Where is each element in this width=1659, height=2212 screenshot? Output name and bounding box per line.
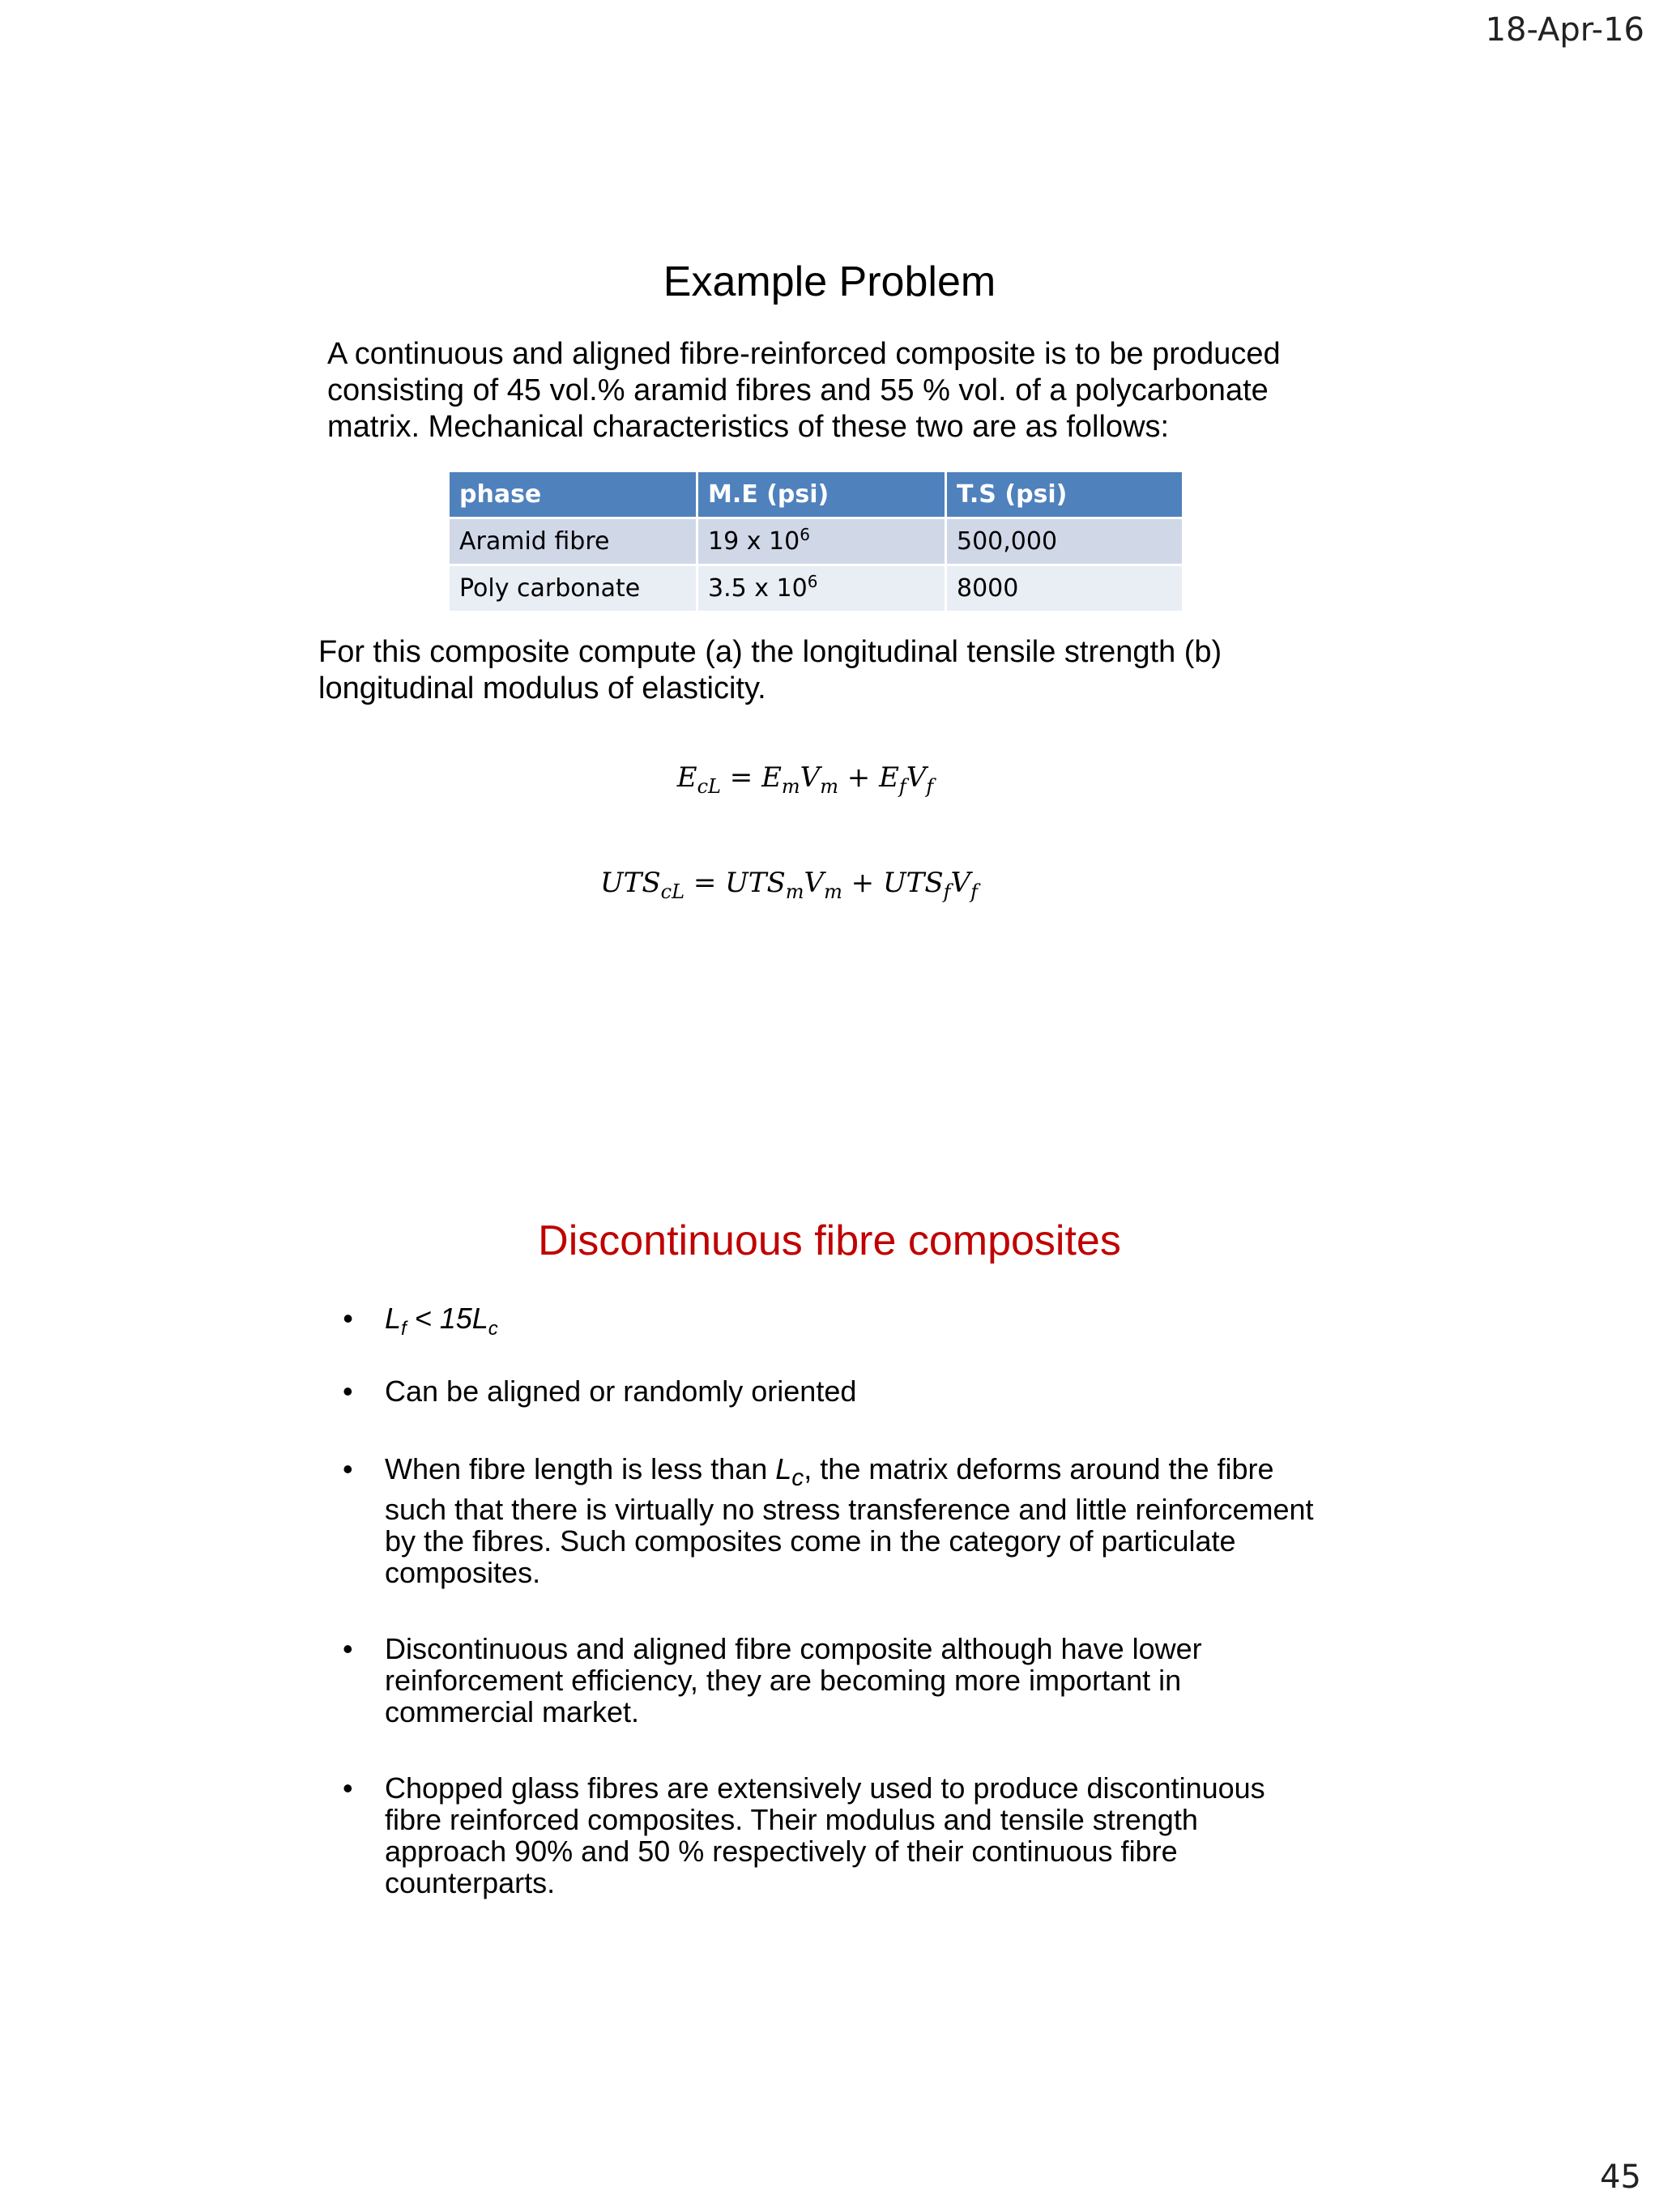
modulus-exponent: 6 [807,572,818,591]
discontinuous-section-title: Discontinuous fibre composites [538,1217,1121,1264]
list-item: • When fibre length is less than $L_c$, the matrix deforms around the fibre such that there is virtually no stress transference and little reinforcement by the fibres. Such composites come in the category of particulate composites. [343,1452,1314,1590]
table-row [449,565,1183,612]
problem-intro-text: A continuous and aligned fibre-reinforced composite is to be produced consisting of 45 vol.% aramid fibres and 55 % vol. of a polycarbonate matrix. Mechanical characteristics of these two are as follows: [327,337,1281,444]
discontinuous-bullet-list [336,1302,1324,1899]
bullet-icon: • [343,1632,353,1666]
list-item: • Chopped glass fibres are extensively used to produce discontinuous fibre reinforced composites. Their modulus and tensile strength approach 90% and 50 % respectively of their continuous fibre counterparts. [343,1771,1265,1900]
page-number: 45 [1600,2159,1641,2196]
material-properties-table [447,470,1184,613]
table-row [449,518,1183,565]
modulus-equation: $E_{cL} = E_mV_m + E_fV_f$ [676,761,934,798]
table-header-row [449,471,1183,518]
bullet-icon: • [343,1302,353,1335]
list-item: • Discontinuous and aligned fibre composite although have lower reinforcement efficiency, they are becoming more important in commercial market. [343,1632,1202,1729]
cell-phase: Poly carbonate [449,565,697,612]
example-problem-title: Example Problem [663,258,996,305]
modulus-base: 3.5 x 10 [708,574,808,603]
bullet-icon: • [343,1771,353,1805]
header-phase: phase [449,471,697,518]
header-modulus: M.E (psi) [697,471,946,518]
bullet-icon: • [343,1452,353,1486]
compute-instructions: For this composite compute (a) the longitudinal tensile strength (b) longitudinal modulus of elasticity. [318,635,1222,705]
tensile-strength-equation: $UTS_{cL} = UTS_mV_m + UTS_fV_f$ [600,867,978,903]
modulus-base: 19 x 10 [708,527,800,556]
slide-date: 18-Apr-16 [1485,11,1644,49]
cell-phase: Aramid fibre [449,518,697,565]
header-tensile-strength: T.S (psi) [946,471,1183,518]
cell-modulus [697,518,946,565]
cell-modulus [697,565,946,612]
modulus-exponent: 6 [800,525,810,544]
list-item: • Can be aligned or randomly oriented [343,1375,857,1409]
cell-tensile-strength: 500,000 [946,518,1183,565]
cell-tensile-strength: 8000 [946,565,1183,612]
list-item: • $L_f < 15L_c$ [343,1302,498,1340]
bullet-icon: • [343,1375,353,1409]
